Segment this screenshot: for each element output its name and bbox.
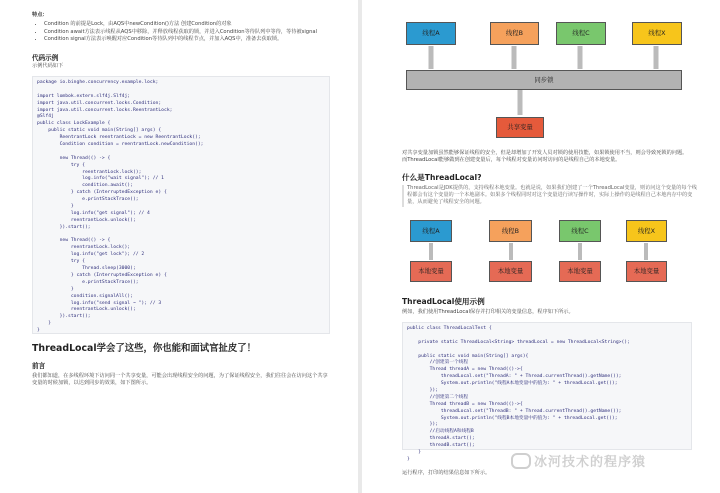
article-title: ThreadLocal学会了这些，你也能和面试官扯皮了！ xyxy=(32,343,256,354)
run-text: 运行程序，打印的结果信息如下所示。 xyxy=(402,470,491,476)
code-line: threadLocal.set("ThreadB: " + Thread.currentThread().getName()); xyxy=(407,408,622,414)
local-thread-b-box: 线程B xyxy=(489,220,532,242)
code-line xyxy=(37,87,325,94)
code-line: new Thread(() -> { xyxy=(37,155,111,161)
code-line: }); xyxy=(407,388,439,394)
code-line: condition.signalAll(); xyxy=(37,293,133,299)
code-line: } xyxy=(37,321,52,327)
code-line: import lombok.extern.slf4j.Slf4j; xyxy=(37,93,131,99)
code-line: threadB.start(); xyxy=(407,443,475,449)
code-line: log.info("wait signal"); // 1 xyxy=(37,176,164,182)
code-line: Thread.sleep(3000); xyxy=(37,266,136,272)
code-line: public class LockExample { xyxy=(37,121,111,127)
code-line: //创建第二个线程 xyxy=(407,394,469,400)
preface-text: 我们都知道，在多线程环境下访问同一个共享变量，可能会出现线程安全的问题，为了保证线程安全，我们往往会在访问这个共享变量的时候加锁，以达到同步的效果，如下图所示。 xyxy=(32,373,328,387)
sync-caption: 对共享变量加锁虽然能够保证线程的安全，但是却增加了开发人员对锁的使用技能，如果锁使用不当，则会导致死锁的问题。而ThreadLocal能够做到在创建变量后，每个线程对变量访问时访问的是线程自己的本地变量。 xyxy=(402,150,688,164)
code-line: } xyxy=(37,328,40,334)
code-line: Thread threadB = new Thread(()->{ xyxy=(407,401,523,407)
code-line: reentrantLock.unlock(); xyxy=(37,217,136,223)
features-label: 特点： xyxy=(32,12,48,18)
code-line: System.out.println("线程B本地变量中的值为: " + threadLocal.get()); xyxy=(407,415,618,421)
code-line: ReentrantLock reentrantLock = new ReentrantLock(); xyxy=(37,135,201,141)
local-variable-box: 本地变量 xyxy=(559,261,601,282)
code-line: import java.util.concurrent.locks.Condition; xyxy=(37,100,162,106)
sync-lock-box: 同步锁 xyxy=(406,70,682,90)
code-line: } xyxy=(37,204,74,210)
local-thread-x-box: 线程X xyxy=(626,220,667,242)
code-line: try { xyxy=(37,259,85,265)
local-variable-box: 本地变量 xyxy=(626,261,667,282)
code-line xyxy=(407,333,687,340)
preface-heading: 前言 xyxy=(32,362,46,370)
right-page xyxy=(362,0,720,493)
left-page xyxy=(0,0,358,493)
code-line: log.info("get lock"); // 2 xyxy=(37,252,145,258)
sync-thread-a-box: 线程A xyxy=(406,22,456,45)
code-line: threadA.start(); xyxy=(407,436,475,442)
code-line: public static void main(String[] args){ xyxy=(407,353,529,359)
feature-item: • Condition await方法表示线程从AQS中移除，并释放线程获取的锁，并进入Condition等待队列中等待，等待被signal xyxy=(44,29,344,37)
code-line: //启动线程A和线程B xyxy=(407,429,474,435)
code-line: new Thread(() -> { xyxy=(37,238,111,244)
features-list xyxy=(34,21,344,44)
code-line: } xyxy=(407,456,410,462)
code-line: System.out.println("线程A本地变量中的值为: " + threadLocal.get()); xyxy=(407,381,618,387)
code-line: } xyxy=(37,286,74,292)
code-line: private static ThreadLocal<String> threadLocal = new ThreadLocal<String>(); xyxy=(407,339,630,345)
code-line xyxy=(37,149,325,156)
code-block-lock-example xyxy=(32,76,330,334)
code-line: Thread threadA = new Thread(()->{ xyxy=(407,367,523,373)
usage-heading: ThreadLocal使用示例 xyxy=(402,297,485,306)
code-line: }).start(); xyxy=(37,314,91,320)
code-line: public static void main(String[] args) { xyxy=(37,128,162,134)
local-thread-a-box: 线程A xyxy=(410,220,452,242)
sync-thread-b-box: 线程B xyxy=(490,22,539,45)
code-line: threadLocal.set("ThreadA: " + Thread.currentThread().getName()); xyxy=(407,374,622,380)
code-line: reentrantLock.unlock(); xyxy=(37,307,136,313)
wechat-icon xyxy=(511,453,531,469)
what-is-heading: 什么是ThreadLocal? xyxy=(402,173,482,182)
code-line: @Slf4j xyxy=(37,114,54,120)
what-is-text: ThreadLocal是JDK提供的，支持线程本地变量。也就是说，如果我们创建了一个ThreadLocal变量，则访问这个变量的每个线程都会有这个变量的一个本地副本。如果多个线程同时对这个变量进行读写操作时，实际上操作的是线程自己本地内存中的变量，从而避免了线程安全的问题。 xyxy=(402,185,697,207)
code-line: public class ThreadLocalTest { xyxy=(407,326,492,331)
code-line: try { xyxy=(37,162,85,168)
local-thread-c-box: 线程C xyxy=(559,220,601,242)
code-line: } catch (InterruptedException e) { xyxy=(37,190,167,196)
code-line: reentrantLock.lock(); xyxy=(37,169,142,175)
sync-thread-c-box: 线程C xyxy=(556,22,606,45)
code-line: package io.binghe.concurrency.example.lock; xyxy=(37,80,159,85)
code-line: log.info("get signal"); // 4 xyxy=(37,210,150,216)
code-line: } xyxy=(407,450,422,456)
watermark: 冰河技术的程序猿 xyxy=(534,455,647,470)
feature-item: • Condition 的前提是Lock，由AQS中newCondition()方法 创建Condition的对象 xyxy=(44,21,344,29)
usage-intro: 例如，我们使用ThreadLocal保存并打印相关的变量信息，程序如下所示。 xyxy=(402,309,574,315)
sync-thread-x-box: 线程X xyxy=(632,22,682,45)
code-line: //创建第一个线程 xyxy=(407,360,469,366)
code-block-threadlocal-test xyxy=(402,322,692,462)
shared-variable-box: 共享变量 xyxy=(496,117,544,138)
code-line: e.printStackTrace(); xyxy=(37,279,139,285)
code-line: } catch (InterruptedException e) { xyxy=(37,272,167,278)
code-line: }).start(); xyxy=(37,224,91,230)
code-example-heading: 代码示例 xyxy=(32,54,59,62)
code-line: reentrantLock.lock(); xyxy=(37,245,131,251)
code-line: condition.await(); xyxy=(37,183,133,189)
local-variable-box: 本地变量 xyxy=(489,261,532,282)
feature-item: • Condition signal方法表示唤醒对应Condition等待队列中的线程节点，并加入AQS中，准备去获取锁。 xyxy=(44,36,344,44)
code-example-intro: 示例代码如下 xyxy=(32,63,64,69)
code-line: Condition condition = reentrantLock.newCondition(); xyxy=(37,142,204,148)
code-line xyxy=(407,347,687,354)
code-line: e.printStackTrace(); xyxy=(37,197,139,203)
code-line: log.info("send signal ~ "); // 3 xyxy=(37,300,162,306)
code-line: import java.util.concurrent.locks.ReentrantLock; xyxy=(37,107,173,113)
code-line: }); xyxy=(407,422,439,428)
local-variable-box: 本地变量 xyxy=(410,261,452,282)
